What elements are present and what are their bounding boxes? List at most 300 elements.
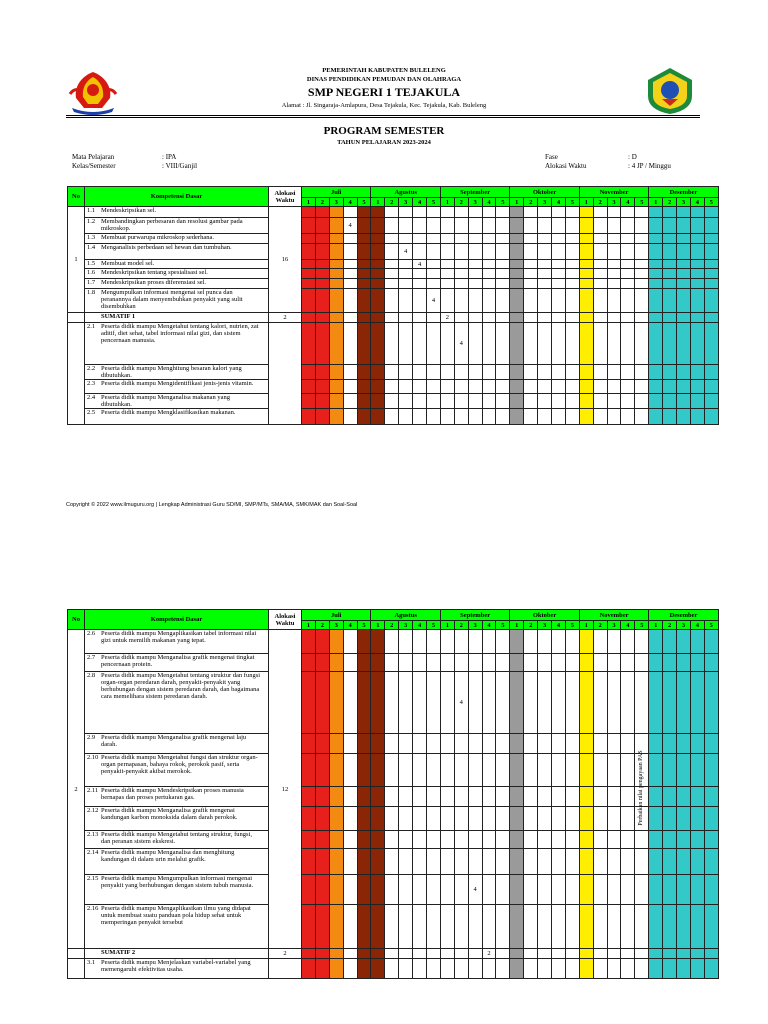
week-cell	[593, 959, 607, 979]
week-cell	[510, 269, 524, 279]
week-cell	[413, 831, 427, 849]
week-cell	[704, 218, 718, 234]
week-cell	[440, 787, 454, 807]
week-header-cell: 5	[704, 198, 718, 207]
week-cell	[538, 831, 552, 849]
table-row	[68, 380, 719, 394]
table-row	[68, 654, 719, 672]
week-header-cell: 3	[607, 198, 621, 207]
week-cell	[593, 831, 607, 849]
week-header-cell: 2	[385, 621, 399, 630]
week-cell	[552, 849, 566, 875]
week-cell	[690, 365, 704, 380]
week-cell	[440, 959, 454, 979]
week-cell	[690, 244, 704, 260]
week-cell	[302, 831, 316, 849]
week-cell	[399, 654, 413, 672]
week-cell	[538, 959, 552, 979]
week-cell	[510, 279, 524, 289]
week-cell: 2	[482, 949, 496, 959]
week-cell	[385, 672, 399, 734]
table-row	[68, 244, 719, 260]
week-cell	[663, 365, 677, 380]
week-cell	[524, 630, 538, 654]
week-cell	[607, 849, 621, 875]
semester-program-table-page1	[67, 186, 719, 425]
week-cell: 4	[454, 323, 468, 365]
week-cell	[552, 234, 566, 244]
week-cell	[343, 831, 357, 849]
week-cell	[649, 313, 663, 323]
week-cell	[399, 849, 413, 875]
table-row	[68, 394, 719, 409]
table-row	[68, 959, 719, 979]
kd-number: 2.4	[87, 394, 96, 401]
week-cell: 4	[413, 260, 427, 269]
week-cell	[565, 244, 579, 260]
week-cell	[677, 654, 691, 672]
school-name: SMP NEGERI 1 TEJAKULA	[307, 85, 461, 99]
week-cell	[315, 269, 329, 279]
week-cell	[357, 218, 371, 234]
week-cell	[427, 654, 441, 672]
week-cell	[399, 365, 413, 380]
kd-number: 2.14	[87, 849, 99, 856]
week-cell	[371, 269, 385, 279]
week-cell: 4	[343, 218, 357, 234]
week-cell	[538, 234, 552, 244]
week-cell	[690, 654, 704, 672]
week-cell	[690, 260, 704, 269]
week-cell	[482, 323, 496, 365]
week-cell	[607, 313, 621, 323]
week-cell	[593, 244, 607, 260]
week-cell	[302, 260, 316, 269]
week-cell	[649, 380, 663, 394]
week-cell	[565, 313, 579, 323]
week-cell	[621, 734, 635, 754]
week-cell	[385, 234, 399, 244]
kd-description	[85, 207, 269, 218]
week-cell	[413, 409, 427, 425]
week-cell	[399, 672, 413, 734]
week-cell	[482, 875, 496, 905]
week-cell	[357, 754, 371, 787]
week-cell	[482, 409, 496, 425]
column-header-kd: Kompetensi Dasar	[85, 610, 269, 630]
week-cell	[649, 260, 663, 269]
week-cell	[524, 654, 538, 672]
week-cell	[427, 831, 441, 849]
week-cell	[371, 234, 385, 244]
week-cell	[607, 323, 621, 365]
week-cell	[593, 380, 607, 394]
week-cell	[538, 787, 552, 807]
week-cell	[413, 394, 427, 409]
week-cell	[413, 654, 427, 672]
kd-description	[85, 269, 269, 279]
week-cell	[538, 394, 552, 409]
week-cell	[413, 380, 427, 394]
week-cell	[329, 207, 343, 218]
kd-number: 2.2	[87, 365, 96, 372]
kd-description	[85, 218, 269, 234]
week-cell	[427, 734, 441, 754]
kd-description	[85, 734, 269, 754]
week-cell	[635, 394, 649, 409]
week-cell	[454, 234, 468, 244]
week-cell	[454, 365, 468, 380]
week-cell	[690, 875, 704, 905]
week-cell	[454, 244, 468, 260]
week-cell	[385, 365, 399, 380]
week-cell	[385, 849, 399, 875]
week-cell	[593, 260, 607, 269]
week-cell	[371, 365, 385, 380]
week-cell	[510, 380, 524, 394]
week-cell	[440, 849, 454, 875]
week-cell	[427, 269, 441, 279]
week-cell	[482, 754, 496, 787]
week-cell	[440, 380, 454, 394]
week-cell	[413, 807, 427, 831]
week-header-cell: 1	[440, 621, 454, 630]
week-cell	[413, 323, 427, 365]
week-header-cell: 2	[663, 198, 677, 207]
week-cell	[565, 279, 579, 289]
week-cell	[621, 279, 635, 289]
week-header-cell: 3	[677, 198, 691, 207]
week-cell	[496, 654, 510, 672]
kd-description	[85, 380, 269, 394]
week-cell	[704, 875, 718, 905]
month-header-oktober: Oktober	[510, 187, 579, 198]
week-cell	[468, 279, 482, 289]
week-cell	[579, 959, 593, 979]
week-cell	[565, 807, 579, 831]
week-cell	[635, 849, 649, 875]
week-cell	[579, 260, 593, 269]
week-cell	[677, 831, 691, 849]
week-cell	[607, 905, 621, 949]
week-cell	[468, 630, 482, 654]
week-cell	[440, 260, 454, 269]
week-cell	[649, 394, 663, 409]
week-header-cell: 3	[399, 621, 413, 630]
week-cell	[399, 875, 413, 905]
week-cell	[690, 279, 704, 289]
week-cell	[621, 207, 635, 218]
table-row	[68, 207, 719, 218]
week-cell	[496, 734, 510, 754]
week-cell	[315, 949, 329, 959]
week-cell	[621, 409, 635, 425]
week-cell	[482, 269, 496, 279]
kd-number: 2.1	[87, 323, 96, 330]
week-cell	[302, 313, 316, 323]
week-cell	[663, 654, 677, 672]
week-cell	[663, 672, 677, 734]
week-cell	[524, 279, 538, 289]
group-number	[68, 323, 85, 425]
week-cell	[385, 807, 399, 831]
week-cell	[690, 787, 704, 807]
week-cell	[468, 260, 482, 269]
week-cell	[704, 207, 718, 218]
sumatif-allocation: 2	[269, 313, 302, 323]
week-cell	[302, 218, 316, 234]
week-cell	[329, 754, 343, 787]
week-cell	[538, 905, 552, 949]
month-header-september: September	[440, 187, 509, 198]
week-cell	[385, 630, 399, 654]
sumatif-no	[68, 949, 85, 959]
week-cell	[343, 289, 357, 313]
week-header-cell: 1	[579, 621, 593, 630]
kd-description	[85, 654, 269, 672]
week-cell	[704, 380, 718, 394]
kd-description	[85, 279, 269, 289]
week-cell	[482, 905, 496, 949]
kd-text: Peserta didik mampu Menghitung besaran kalori yang dibutuhkan.	[101, 365, 242, 379]
week-cell	[677, 630, 691, 654]
week-cell	[579, 849, 593, 875]
week-cell	[510, 244, 524, 260]
week-cell	[496, 279, 510, 289]
week-cell	[524, 672, 538, 734]
week-cell	[357, 365, 371, 380]
week-cell	[649, 807, 663, 831]
week-cell	[371, 260, 385, 269]
week-cell	[440, 807, 454, 831]
week-cell	[621, 831, 635, 849]
week-cell	[385, 380, 399, 394]
week-cell	[385, 313, 399, 323]
week-cell	[440, 734, 454, 754]
week-cell	[343, 630, 357, 654]
week-cell	[315, 754, 329, 787]
week-cell	[302, 787, 316, 807]
week-cell	[635, 959, 649, 979]
week-cell	[482, 959, 496, 979]
week-cell	[649, 849, 663, 875]
week-cell	[357, 313, 371, 323]
week-cell	[524, 313, 538, 323]
week-cell	[329, 787, 343, 807]
week-cell	[496, 754, 510, 787]
kd-number: 1.6	[87, 269, 96, 276]
week-cell	[663, 289, 677, 313]
week-cell	[468, 289, 482, 313]
week-cell	[427, 260, 441, 269]
week-cell	[635, 218, 649, 234]
kd-text: Peserta didik mampu Mengetahui tentang struktur dan fungsi organ-organ peredaran darah, penyakit-penyakit yang berhubungan dengan sistem peredaran darah, dan bagaimana cara memelihara sistem peredaran darah.	[101, 672, 261, 700]
week-cell	[427, 787, 441, 807]
week-cell	[690, 289, 704, 313]
kd-description	[85, 672, 269, 734]
week-cell	[440, 394, 454, 409]
week-cell	[704, 807, 718, 831]
week-cell	[454, 787, 468, 807]
week-cell	[454, 905, 468, 949]
pas-remedial-note: Perbaikan nilai pengayaan PAS	[638, 750, 644, 826]
week-cell	[510, 409, 524, 425]
week-cell	[524, 244, 538, 260]
week-cell	[343, 787, 357, 807]
week-cell	[565, 672, 579, 734]
week-cell	[454, 409, 468, 425]
week-cell	[690, 218, 704, 234]
week-cell	[677, 905, 691, 949]
week-cell	[440, 875, 454, 905]
week-cell	[468, 672, 482, 734]
week-cell	[524, 959, 538, 979]
week-cell	[440, 289, 454, 313]
week-cell	[635, 260, 649, 269]
week-cell	[413, 269, 427, 279]
kd-text: Peserta didik mampu Menganalisa makanan yang dibutuhkan.	[101, 394, 231, 408]
table-row	[68, 905, 719, 949]
week-cell	[468, 365, 482, 380]
kd-description	[85, 244, 269, 260]
week-cell	[440, 234, 454, 244]
week-cell	[538, 289, 552, 313]
week-header-cell: 4	[552, 198, 566, 207]
week-cell	[371, 207, 385, 218]
week-cell	[607, 654, 621, 672]
column-header-alokasi: Alokasi Waktu	[269, 610, 302, 630]
week-cell	[427, 207, 441, 218]
week-cell	[524, 269, 538, 279]
week-cell	[454, 875, 468, 905]
week-cell	[677, 260, 691, 269]
week-header-cell: 2	[593, 621, 607, 630]
week-cell	[663, 959, 677, 979]
week-cell	[371, 949, 385, 959]
week-cell	[704, 654, 718, 672]
week-cell	[315, 323, 329, 365]
week-cell	[524, 905, 538, 949]
week-cell	[329, 269, 343, 279]
week-cell	[565, 289, 579, 313]
week-cell	[704, 260, 718, 269]
week-cell	[579, 394, 593, 409]
week-cell	[468, 234, 482, 244]
week-cell	[302, 672, 316, 734]
week-cell	[635, 289, 649, 313]
week-cell	[621, 875, 635, 905]
week-cell	[315, 207, 329, 218]
week-header-cell: 5	[496, 621, 510, 630]
week-header-cell: 2	[524, 621, 538, 630]
week-cell	[663, 218, 677, 234]
week-cell	[315, 313, 329, 323]
week-cell	[593, 218, 607, 234]
week-cell	[593, 734, 607, 754]
month-header-november: November	[579, 610, 648, 621]
week-cell	[385, 244, 399, 260]
week-cell	[399, 289, 413, 313]
week-cell	[315, 734, 329, 754]
week-cell	[399, 260, 413, 269]
table-row	[68, 672, 719, 734]
week-cell	[579, 630, 593, 654]
week-cell	[663, 905, 677, 949]
week-cell	[496, 394, 510, 409]
week-cell	[704, 323, 718, 365]
kd-text: Peserta didik mampu Mengetahui tentang struktur, fungsi, dan peranan sistem ekskresi.	[101, 831, 253, 845]
week-header-cell: 1	[302, 621, 316, 630]
week-cell	[482, 365, 496, 380]
week-cell	[399, 754, 413, 787]
week-cell	[357, 734, 371, 754]
class-value: : VIII/Ganjil	[162, 162, 198, 170]
week-cell	[385, 654, 399, 672]
table-row	[68, 831, 719, 849]
week-cell	[635, 234, 649, 244]
week-cell	[635, 323, 649, 365]
table-row	[68, 323, 719, 365]
week-cell	[343, 807, 357, 831]
week-cell	[607, 959, 621, 979]
week-cell	[413, 279, 427, 289]
week-cell	[482, 630, 496, 654]
week-cell	[482, 807, 496, 831]
week-cell	[302, 234, 316, 244]
week-cell	[454, 849, 468, 875]
week-header-cell: 3	[329, 198, 343, 207]
week-cell	[607, 807, 621, 831]
week-cell	[399, 207, 413, 218]
week-cell	[635, 630, 649, 654]
week-cell	[315, 234, 329, 244]
week-cell	[302, 630, 316, 654]
week-cell	[496, 959, 510, 979]
week-cell	[538, 672, 552, 734]
week-cell	[677, 244, 691, 260]
table-row	[68, 269, 719, 279]
week-cell	[343, 260, 357, 269]
week-cell	[552, 734, 566, 754]
week-cell	[565, 260, 579, 269]
week-cell	[565, 218, 579, 234]
week-cell	[315, 849, 329, 875]
kd-text: Peserta didik mampu Mendeskripsikan proses manusia bernapas dan proses pertukaran gas.	[101, 787, 244, 801]
week-cell	[663, 269, 677, 279]
week-cell	[552, 831, 566, 849]
week-cell	[371, 323, 385, 365]
school-address: Alamat : Jl. Singaraja-Amlapura, Desa Tejakula, Kec. Tejakula, Kab. Buleleng	[281, 102, 487, 109]
kd-description	[85, 875, 269, 905]
week-cell	[329, 380, 343, 394]
week-cell	[440, 323, 454, 365]
week-cell	[482, 394, 496, 409]
week-cell	[690, 313, 704, 323]
week-cell	[593, 394, 607, 409]
week-cell	[552, 260, 566, 269]
week-cell	[524, 807, 538, 831]
week-cell	[454, 380, 468, 394]
week-cell	[427, 394, 441, 409]
week-cell	[649, 949, 663, 959]
kd-description	[85, 807, 269, 831]
week-cell	[343, 875, 357, 905]
week-cell	[399, 807, 413, 831]
week-cell	[496, 672, 510, 734]
document-title: PROGRAM SEMESTER	[323, 125, 445, 137]
week-cell	[690, 905, 704, 949]
week-cell	[579, 672, 593, 734]
